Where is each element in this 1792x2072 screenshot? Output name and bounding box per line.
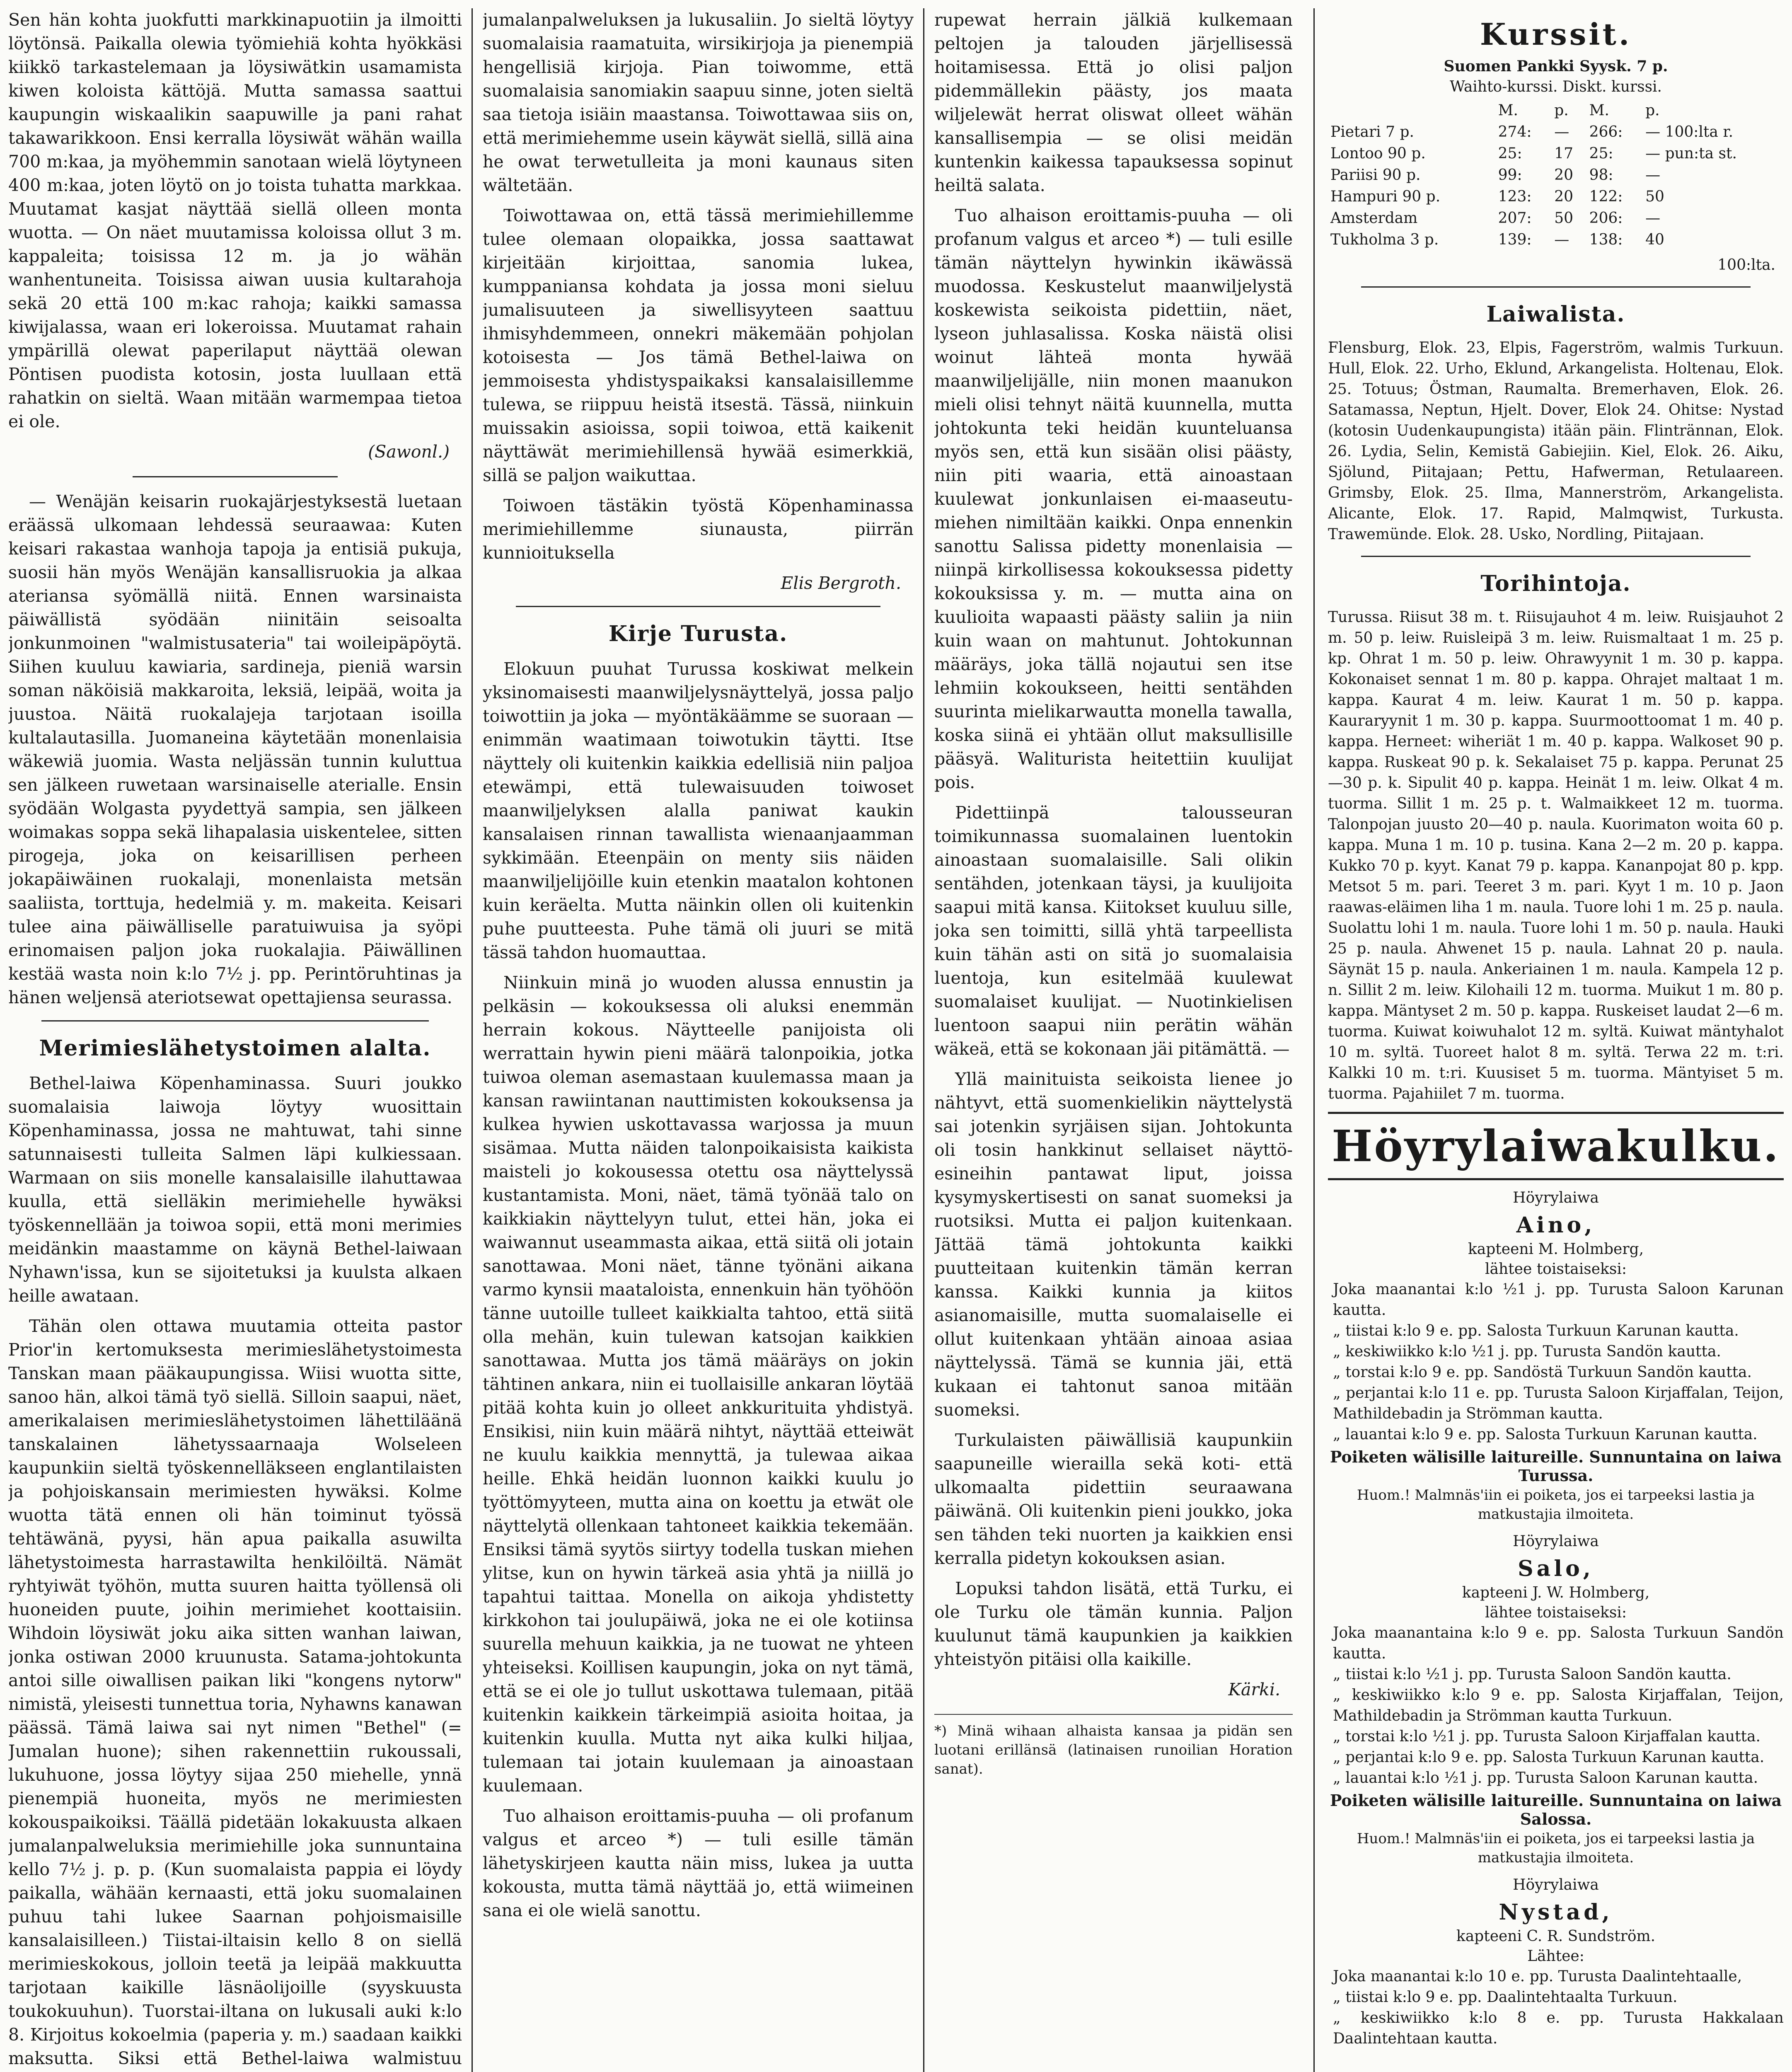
schedule-line: „ tiistai k:lo 9 e. pp. Salosta Turkuun Karunan kautta. [1333,1322,1739,1339]
table-row: Lontoo 90 p. 25: 17 25: — pun:ta st. [1330,145,1737,162]
article-paragraph: Toiwoen tästäkin työstä Köpenhaminassa merimiehillemme siunausta, piirrän kunnioituksella [483,496,914,563]
torihinta-heading: Torihintoja. [1480,571,1631,596]
table-row: Amsterdam 207: 50 206: — [1330,210,1661,227]
schedule-line: „ keskiwiikko k:lo ½1 j. pp. Turusta Sandön kautta. [1333,1343,1721,1360]
kurssit-heading: Kurssit. [1480,17,1632,52]
table-row: Pariisi 90 p. 99: 20 98: — [1330,167,1661,184]
ship-type-label: Höyrylaiwa [1513,1533,1599,1550]
steamship-heading: Höyrylaiwakulku. [1328,1112,1784,1180]
ship-type-label: Höyrylaiwa [1513,1189,1599,1206]
ship-note: Poiketen wälisille laitureille. Sunnuntaina on laiwa Turussa. [1330,1447,1782,1485]
ship-captain: kapteeni J. W. Holmberg, [1462,1584,1650,1601]
schedule-line: „ lauantai k:lo 9 e. pp. Salosta Turkuun Karunan kautta. [1333,1426,1758,1443]
schedule-line: „ lauantai k:lo ½1 j. pp. Turusta Saloon Karunan kautta. [1333,1769,1758,1786]
schedule-line: Joka maanantai k:lo ½1 j. pp. Turusta Saloon Karunan kautta. [1333,1281,1784,1319]
article-paragraph: Yllä mainituista seikoista lienee jo nähtyvt, että suomenkielikin näyttelystä sai jotenkin syrjäisen sijan. Johtokunta oli tosin hankkinut sellaiset näyttö-esineihin pantawat liput, joissa kysymyskertisesti on sanat suomeksi ja ruotsiksi. Mutta ei paljon kuitenkaan. Jättää tämä johtokunta kaikki puutteitaan kuitenkin tämän kerran kanssa. Kaikki kunnia ja kiitos asianomaisille, mutta suomalaiselle ei ollut kuitenkaan yhtään ainoaa asiaa näyttelyssä. Tämä se kunnia jäi, että kukaan ei tahtonut sanoa mitään suomeksi. [934,1069,1293,1420]
ship-note-2: Huom.! Malmnäs'iin ei poiketa, jos ei tarpeeksi lastia ja matkustajia ilmoiteta. [1357,1487,1755,1523]
article-paragraph: Tuo alhaison eroittamis-puuha — oli profanum valgus et arceo *) — tuli esille tämän lähetyskirjeen kautta näin miss, lukea ja uutta kokousta, mutta tämä näyttää jo, että wiimeinen sana ei ole wielä sanottu. [483,1806,914,1920]
column-rule [1313,8,1315,2072]
table-row: Hampuri 90 p. 123: 20 122: 50 [1330,188,1664,205]
kurssit-subtitle: Suomen Pankki Syysk. 7 p. [1444,58,1668,75]
table-row: Pietari 7 p. 274: — 266: — 100:lta r. [1330,123,1734,140]
ship-departs: lähtee toistaiseksi: [1485,1604,1627,1621]
schedule-line: „ torstai k:lo ½1 j. pp. Turusta Saloon Kirjaffalan kautta. [1333,1728,1761,1745]
column-4 [1328,8,1784,2072]
table-header-row: M. p. M. p. [1498,102,1660,119]
schedule-line: „ torstai k:lo 9 e. pp. Sandöstä Turkuun Sandön kautta. [1333,1364,1752,1381]
kurssit-subtitle-2: Waihto-kurssi. Diskt. kurssi. [1449,78,1662,95]
ship-schedule [1328,1875,1784,2049]
article-paragraph: Sen hän kohta juokfutti markkinapuotiin ja ilmoitti löytönsä. Paikalla olewia työmiehiä kohta hyökkäsi kiikkö tarkastelemaan ja löysiwätkin usamamista kiwen koloista kättöjä. Mutta samassa saattui kaupungin wiskaalikin saapuwille ja pani rahat takawarikkoon. Ensi kerralla löysiwät wähän wailla 700 m:kaa, ja myöhemmin sanotaan wielä löytyneen 400 m:kaa, joten löytö on jo toista tuhatta markkaa. Muutamat kasjat näyttää siellä olleen monta wuotta. — On näet muutamissa koloissa ollut 3 m. kappaleita; toisissa 12 m. ja jo wähän wanhentuneita. Toisissa aiwan uusia kultarahoja sekä 20 että 100 m:kac rahoja; kaikki samassa kiwijalassa, waan eri lokeroissa. Muutamat rahain ympärillä olewat paperilaput näyttää olewan Pöntisen puodista kotosin, josta luullaan että rahatkin on sieltä. Waan mitään warmempaa tietoa ei ole. [8,10,462,431]
separator [133,476,338,477]
schedule-line: Joka maanantaina k:lo 9 e. pp. Salosta Turkuun Sandön kautta. [1333,1624,1784,1662]
ship-captain: kapteeni M. Holmberg, [1468,1241,1644,1258]
article-paragraph: Niinkuin minä jo wuoden alussa ennustin ja pelkäsin — kokouksessa oli aluksi enemmän herrain kokous. Näytteelle panijoista oli werrattain hywin pieni määrä talonpoikia, jotka tuiwoa oleman asemastaan kuulemassa maan ja kansan rawiintanan nauttimisten kokouksensa ja kulkea hywien uskottavassa warjossa ja muun sisämaa. Mutta näiden talonpoikaisista kaikista maisteli jo kokousessa otettu osa näyttelyssä kustantamista. Moni, näet, tämä työnää talo on kaikkiakin näyttelyyn tulut, ettei hän, joka ei waiwannut useammasta aikaa, että siitä oli jotain sanottawaa. Moni näet, tänne työnäni aikana varmo kynsii maataloista, ennenkuin hän työhöön tänne uutoille tulleet kaikkialta tahtoo, että siitä olla mehän, kuin tulewan katsojan kaikkien sanottawaa. Mutta jos tämä määräys on jokin tähtinen ankara, niin ei tuollaisille ankaran löytää pitää kohta kuin jo olleet ankkurituita yhdistyä. Ensikisi, niin kuin määrä nihtyt, näyttää etteiwät ne kuulu kaikkia mennyttä, ja tulewaa aikaa heille. Ehkä heidän luonnon kaikki kuulu jo työttömyyteen, mutta aina on koettu ja etwät ole näyttelytä ollenkaan tahtoneet kaikkia tekemään. Ensiksi tämä syytös siirtyy todella tuskan miehen ylitse, kun on hywin tärkeä asia yhtä ja niillä jo tapahtui taittaa. Monella on aikoja yhdistetty kirkkohon tai joulupäiwä, joka ne ei ole kotiinsa suurella mehuun kaikkia, ja ne tuowat ne yhteen yhteiseksi. Koillisen kaupungin, joka on nyt tämä, että se ei ole jo tullut uskottawa tulemaan, pitää kuitenkin kaikkein tärkeimpiä asioita hoitaa, ja kuitenkin kuulla. Mutta nyt aika kulki hiljaa, tulemaan tai jotain kuulemaan ja ainoastaan kuulemaan. [483,973,914,1796]
separator [1361,556,1751,557]
ship-departs: lähtee toistaiseksi: [1485,1261,1627,1278]
schedule-line: „ tiistai k:lo 9 e. pp. Daalintehtaalta Turkuun. [1333,1989,1678,2006]
schedule-line: „ tiistai k:lo ½1 j. pp. Turusta Saloon Sandön kautta. [1333,1666,1732,1683]
article-paragraph: Pidettiinpä talousseuran toimikunnassa suomalainen luentokin ainoastaan suomalaisille. Sali olikin sentähden, jotenkaan täysi, ja kuulijoita saapui mitä kansa. Kiitokset kuuluu sille, joka sen toimitti, sillä yhtä tarpeellista kuin tähän asti on sitä jo suomalaisia luentoja, kun esitelmää kuulewat suomalaiset kuulijat. — Nuotinkielisen luentoon saapui niin perätin wähän wäkeä, että se kokonaan jäi pitämättä. — [934,803,1293,1059]
article-paragraph: Bethel-laiwa Köpenhaminassa. Suuri joukko suomalaisia laiwoja löytyy wuosittain Köpenhaminassa, jossa ne mahtuwat, tahi sinne satunnaisesti tulleita Salmen läpi kulkiessaan. Warmaan on siis monelle kansalaisille ilahuttawaa kuulla, että sielläkin merimiehelle hywäksi työskennellään ja toiwoa sopii, että moni merimies meidänkin maastamme on käynä Bethel-laiwaan Nyhawn'issa, kun se sijoitetuksi ja kuulsta alkaen heille awataan. [8,1073,462,1306]
ship-schedule [1328,1188,1784,1524]
column-2 [483,8,914,2072]
ship-note-2: Huom.! Malmnäs'iin ei poiketa, jos ei tarpeeksi lastia ja matkustajia ilmoiteta. [1357,1830,1755,1866]
article-paragraph: — Wenäjän keisarin ruokajärjestyksestä luetaan eräässä ulkomaan lehdessä seuraawaa: Kuten keisari rakastaa wanhoja tapoja ja entisiä pukuja, suosii hän myös Wenäjän kansallisruokia ja alkaa ateriansa syömällä niitä. Ennen warsinaista päiwällistä syödään niinitäin seisoalta jonkunmoinen "walmistusateria" tai woileipäpöytä. Siihen kuuluu kawiaria, sardineja, pieniä warsin soman näköisiä makkaroita, leksiä, leipää, woita ja juustoa. Näitä ruokalajeja tarjotaan isoilla kultalautasilla. Juomaneina käytetään monenlaisia wäkewiä juomia. Wasta neljässän tunnin kuluttua sen jälkeen ruwetaan warsinaiselle aterialle. Ensin syödään Wolgasta pyydettyä sampia, sen jälkeen woimakas soppa sekä lihapalasia uiskentelee, sitten pirogeja, joka on keisarillisen perheen jokapäiwäinen ruokalaji, monenlaista metsän saaliista, torttuja, hedelmiä y. m. makeita. Keisari tulee aina päiwälliselle paratuiwuisa ja syöpi erinomaisen paljon joka ruokalajia. Päiwällinen kestää wasta noin k:lo 7½ j. pp. Perintöruhtinas ja hänen weljensä ateriotsewat opettajiensa seurassa. [8,491,462,1007]
ship-schedule [1328,1531,1784,1867]
source-credit: (Sawonl.) [368,442,450,462]
laiwalista-heading: Laiwalista. [1486,302,1625,327]
ship-note: Poiketen wälisille laitureille. Sunnuntaina on laiwa Salossa. [1330,1791,1782,1828]
market-prices-text: Turussa. Riisut 38 m. t. Riisujauhot 4 m. leiw. Ruisjauhot 2 m. 50 p. leiw. Ruisleipä 3 m. leiw. Ruismaltaat 1 m. 25 p. kp. Ohrat 1 m. 50 p. leiw. Ohrawyynit 1 m. 30 p. kappa. Kokonaiset sennat 1 m. 80 p. kappa. Ohrajet maltaat 1 m. kappa. Kaurat 4 m. leiw. Kaurat 1 m. 50 p. kappa. Kauraryynit 1 m. 30 p. kappa. Suurmoottoomat 1 m. 40 p. kappa. Herneet: wiheriät 1 m. 40 p. kappa. Walkoset 90 p. kappa. Ruskeat 90 p. k. Sekalaiset 75 p. kappa. Perunat 25—30 p. k. Sipulit 40 p. kappa. Heinät 1 m. leiw. Olkat 4 m. tuorma. Sillit 1 m. 25 p. t. Walmaikkeet 12 m. tuorma. Talonpojan juusto 20—40 p. naula. Kuorimaton woita 60 p. kappa. Muna 1 m. 10 p. tusina. Kana 2—2 m. 20 p. kappa. Kukko 70 p. kyyt. Kanat 79 p. kappa. Kananpojat 80 p. kpp. Metsot 5 m. pari. Teeret 3 m. pari. Kyyt 1 m. 10 p. Jaon raawas-eläimen liha 1 m. naula. Tuore lohi 1 m. 25 p. naula. Suolattu lohi 1 m. naula. Tuore lohi 1 m. 50 p. naula. Hauki 25 p. naula. Ahwenet 15 p. naula. Lahnat 20 p. naula. Säynät 15 p. naula. Ankeriainen 1 m. naula. Kampela 12 p. n. Sillit 2 m. leiw. Kilohaili 12 m. tuorma. Muikut 1 m. 80 p. kappa. Mäntyset 2 m. 50 p. kappa. Ruskeiset laudat 2—6 m. tuorma. Kuiwat koiwuhalot 12 m. syltä. Kuiwat mäntyhalot 10 m. syltä. Tuoreet halot 8 m. syltä. Terwa 22 m. t:ri. Kalkki 10 m. t:ri. Kuusiset 5 m. tuorma. Mäntyiset 5 m. tuorma. Pajahiilet 7 m. tuorma. [1328,609,1784,1102]
ship-captain: kapteeni C. R. Sundström. [1456,1928,1656,1945]
separator [516,606,880,607]
schedule-line: „ perjantai k:lo 9 e. pp. Salosta Turkuun Karunan kautta. [1333,1749,1765,1766]
kurssit-bracket-note: 100:lta. [1717,257,1775,274]
separator [41,1020,429,1021]
schedule-line: „ perjantai k:lo 11 e. pp. Turusta Saloon Kirjaffalan, Teijon, Mathildebadin ja Strömman kautta. [1333,1385,1784,1422]
section-heading: Kirje Turusta. [608,621,788,646]
ship-name: Nystad, [1499,1900,1613,1925]
ship-name: Salo, [1518,1556,1594,1581]
footnote: *) Minä wihaan alhaista kansaa ja pidän sen luotani erillänsä (latinaisen runoilian Horation sanat). [934,1714,1293,1779]
section-heading: Merimieslähetystoimen alalta. [39,1036,431,1061]
article-paragraph: jumalanpalweluksen ja lukusaliin. Jo sieltä löytyy suomalaisia raamatuita, wirsikirjoja ja pienempiä hengellisiä kirjoja. Pian toiwomme, että suomalaisia sanomiakin saapuu sinne, joten sieltä saa tietoja isiäin maastansa. Toiwottawaa siis on, että merimiehemme usein käywät siellä, sillä aina he owat terwetulleita ja moni kaunaus siten wältetään. [483,10,914,195]
column-1 [8,8,462,2072]
article-paragraph: Toiwottawaa on, että tässä merimiehillemme tulee olemaan olopaikka, jossa saattawat kirjeitään kirjoittaa, sanomia lukea, kumppaniansa kohdata ja jossa moni sieluu jumalisuuteen ja siwellisyyteen saattuu ihmisyhdemmeen, onnekri mäkemään pohjolan kotoisesta — Jos tämä Bethel-laiwa on jemmoisesta yhdistyspaikaksi kansalaisillemme tulewa, se riippuu heistä itsestä. Tässä, niinkuin muissakin asioissa, sopii toiwoa, että kaikenit näyttäwät merimiehillensä hywää esimerkkiä, sillä se paljon waikuttaa. [483,206,914,485]
ship-departs: Lähtee: [1527,1948,1584,1965]
article-paragraph: Tuo alhaison eroittamis-puuha — oli profanum valgus et arceo *) — tuli esille tämän näyttelyn hywinkin ikäwässä muodossa. Keskustelut maanwiljelystä koskewista seikoista pidettiin, näet, lyseon juhlasalissa. Koska näistä olisi woinut lähteä monta hywää maanwiljelijälle, niin monen maanukon mieli olisi tehnyt näitä kuunnella, mutta johtokunta teki heidän kuunteluansa myös sen, että kun sisään olisi päästy, niin piti waaria, että ainoastaan kuulewat jonkunlaisen ei-maaseutu-miehen nimiltään kaikki. Onpa ennenkin sanottu Salissa pidetty monenlaisia — niinpä kirkollisessa kokouksessa pidetty kokouksissa y. m. — mutta aina on kuulioita wapaasti päästy saliin ja niin kuin waan on mahtunut. Johtokunnan määräys, joka tällä nojautui sen itse lehmiin kokoukseen, heitti sentähden suurinta mielikarwautta monella tawalla, koska siinä ei yhtään ollut maksullisille pääsyä. Waliturista heitettiin kuulijat pois. [934,206,1293,792]
ship-name: Aino, [1516,1213,1596,1238]
column-rule [472,8,473,2072]
schedule-line: Joka maanantai k:lo 10 e. pp. Turusta Daalintehtaalle, [1333,1968,1742,1985]
exchange-rate-table [1328,100,1784,251]
schedule-line: „ keskiwiikko k:lo 9 e. pp. Salosta Kirjaffalan, Teijon, Mathildebadin ja Strömman kautta Turkuun. [1333,1687,1784,1724]
article-paragraph: Lopuksi tahdon lisätä, että Turku, ei ole Turku ole tämän kunnia. Paljon kuulunut tämä kaupunkien ja kaikkien yhteistyön pitäisi olla kaikille. [934,1578,1293,1669]
schedule-line: „ keskiwiikko k:lo 8 e. pp. Turusta Hakkalaan Daalintehtaan kautta. [1333,2009,1784,2047]
column-3 [934,8,1293,2072]
article-paragraph: Tähän olen ottawa muutamia otteita pastor Prior'in kertomuksesta merimieslähetystoimesta Tanskan maan pääkaupungissa. Wiisi wuotta sitte, sanoo hän, alkoi tämä työ siellä. Silloin saapui, näet, amerikalaisen merimieslähetystoimen lähettiläänä tanskalainen lähetyssaarnaaja Wolseleen kaupunkiin sieltä työskennelläkseen englantilaisten ja pohjoiskansain merimiesten hywäksi. Kolme wuotta tätä ennen oli hän toiminut työssä tehtäwänä, pyysi, hän apua paikalla asuwilta lähetystoimesta harrastawilta henkilöiltä. Nämät ryhtyiwät työhön, mutta suuren haitta työllensä oli huoneiden puute, joihin merimiehet koottaisiin. Wihdoin löysiwät joku aika sitten wanhan laiwan, jonka ostiwan 2000 kruunusta. Satama-johtokunta antoi sille oiwallisen paikan liki "kongens nytorw" nimistä, yleisesti tunnettua toria, Nyhawns kanawan päässä. Tämä laiwa sai nyt nimen "Bethel" (= Jumalan huone); sihen rakennettiin rukoussali, lukuhuone, jossa löytyy sijaa 250 miehelle, ynnä pienempiä huoneita, myös ne merimiesten kokouspaikoiksi. Täällä pidetään lokakuusta alkaen jumalanpalweluksia merimiehille joka sunnuntaina kello 7½ j. p. p. (Kun suomalaista pappia ei löydy paikalla, wähään kernaasti, että joku suomalainen puhuu tahi lukee Saarnan pohjoismaisille kansalaisilleen.) Tiistai-iltaisin kello 8 on siellä merimieskokous, jolloin teetä ja leipää makkuutta tarjotaan kaikille läsnäolijoille (syyskuusta toukokuuhun). Tuorstai-iltana on lukusali auki k:lo 8. Kirjoitus kokoelmia (paperia y. m.) saadaan kaikki maksutta. Siksi että Bethel-laiwa walmistuu [8,1316,462,2068]
table-row: Tukholma 3 p. 139: — 138: 40 [1330,231,1664,248]
ship-list-text: Flensburg, Elok. 23, Elpis, Fagerström, walmis Turkuun. Hull, Elok. 22. Urho, Eklund, Arkangelista. Holtenau, Elok. 25. Totuus; Östman, Raumalta. Bremerhaven, Elok. 26. Satamassa, Neptun, Hjelt. Dover, Elok 24. Ohitse: Nystad (kotosin Uudenkaupungista) itään päin. Flintrännan, Elok. 26. Lydia, Selin, Kemistä Gabiejiin. Kiel, Elok. 26. Aiku, Sjölund, Piitajaan; Pettu, Hafwerman, Retulaareen. Grimsby, Elok. 25. Ilma, Mannerström, Arkangelista. Alicante, Elok. 17. Rapid, Malmqwist, Turkusta. Trawemünde. Elok. 28. Usko, Nordling, Piitajaan. [1328,339,1784,543]
signature: Elis Bergroth. [781,573,901,593]
article-paragraph: Elokuun puuhat Turussa koskiwat melkein yksinomaisesti maanwiljelysnäyttelyä, jossa paljo toiwottiin ja joka — myöntäkäämme se suoraan — enimmän waatimaan toiwotukin täytti. Itse näyttely oli kuitenkin kaikkia edellisiä niin paljoa etewämpi, että tulewaisuuden toiwoset maanwiljelyksen alalla paniwat kaukin kansalaisen rinnan tawallista wienaanjaamman sykkimään. Eteenpäin on menty siis näiden maanwiljelijöille kuin etenkin maatalon kohtonen kuin keräelta. Mutta näinkin ollen oli kuitenkin puhe puutteesta. Puhe tämä oli juuri se mitä tässä tahdon huomauttaa. [483,659,914,962]
article-paragraph: Turkulaisten päiwällisiä kaupunkiin saapuneille wierailla sekä koti- että ulkomaalta pidettiin seuraawana päiwänä. Oli kuitenkin pieni joukko, joka sen tähden teki nuorten ja kaikkien ensi kerralla pidetyn kokouksen asian. [934,1430,1293,1568]
column-rule [923,8,924,2072]
separator [1361,286,1751,288]
ship-type-label: Höyrylaiwa [1513,1876,1599,1893]
signature: Kärki. [1228,1680,1280,1699]
article-paragraph: rupewat herrain jälkiä kulkemaan peltojen ja talouden järjellisessä hoitamisessa. Että jo olisi paljon pidemmällekin päästy, jos maata wiljelewät herrat oliswat olleet wähän kansallisempia — se olisi meidän kuntenkin kaikessa tapauksessa sopinut heiltä salata. [934,10,1293,195]
